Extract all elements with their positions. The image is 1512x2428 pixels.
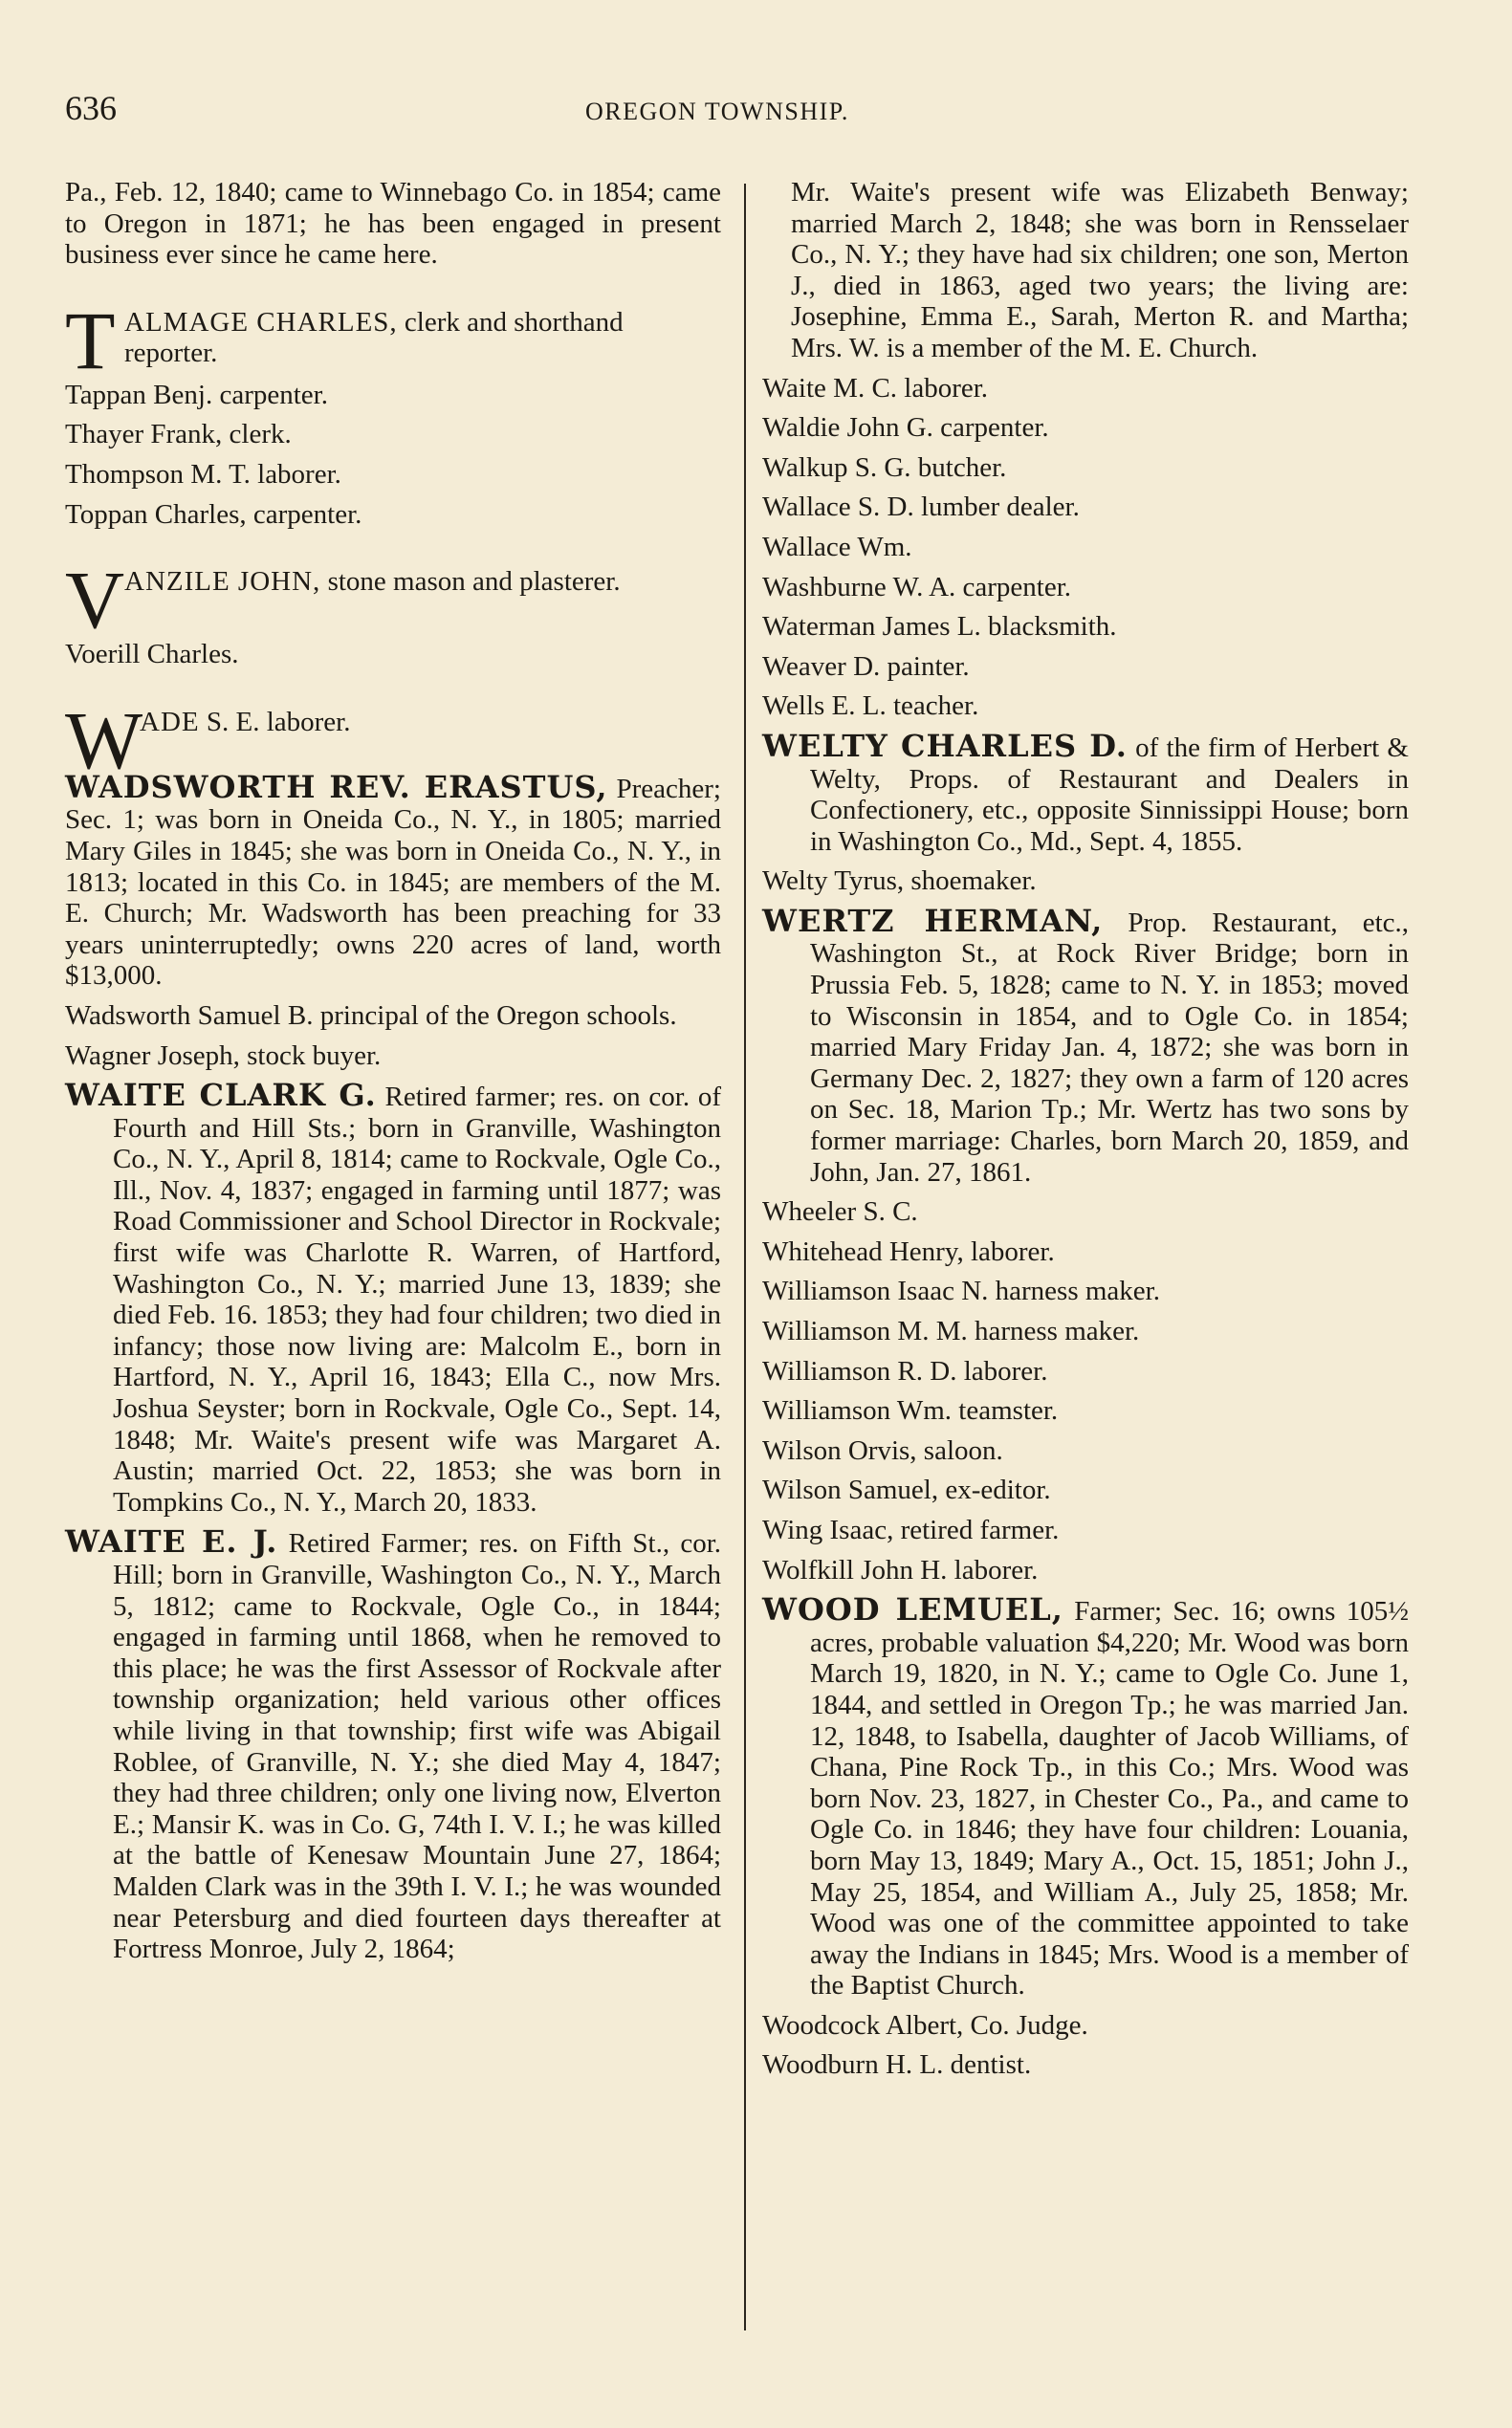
entry-text: Retired Farmer; res. on Fifth St., cor. Hill; born in Granville, Washington Co., N. Y., March 5, 1812; came to Rockvale, Ogle Co., in 1844; engaged in farming until 1868, when he removed to this place; he was the first Assessor of Rockvale after township organization; held various other offices while living in that township; first wife was Abigail Roblee, of Granville, N. Y.; she died May 4, 1847; they had three children; only one living now, Elverton E.; Mansir K. was in Co. G, 74th I. V. I.; he was killed at the battle of Kenesaw Mountain June 27, 1864; Malden Clark was in the 39th I. V. I.; he was wounded near Petersburg and died fourteen days thereafter at Fortress Monroe, July 2, 1864; xyxy=(113,1528,721,1965)
continuation-paragraph: Pa., Feb. 12, 1840; came to Winnebago Co. in 1854; came to Oregon in 1871; he has been engaged in present business ever since he came here. xyxy=(65,177,721,271)
entry-name: ANZILE JOHN, xyxy=(124,566,321,598)
drop-cap-letter: W xyxy=(65,693,143,786)
directory-entry: Wilson Orvis, saloon. xyxy=(762,1434,1003,1466)
biography-entry xyxy=(65,1523,721,1965)
column-rule xyxy=(744,184,746,2330)
directory-entry: Williamson M. M. harness maker. xyxy=(762,1316,1140,1346)
continuation-paragraph: Mr. Waite's present wife was Elizabeth Benway; married March 2, 1848; she was born in Rensselaer Co., N. Y.; they have had six children; one son, Merton J., died in 1863, aged two years; the living are: Josephine, Emma E., Sarah, Merton R. and Martha; Mrs. W. is a member of the M. E. Church. xyxy=(791,177,1409,363)
directory-entry: Weaver D. painter. xyxy=(762,650,970,682)
entry-text: clerk and shorthand reporter. xyxy=(124,306,624,369)
directory-entry: Thayer Frank, clerk. xyxy=(65,419,292,450)
directory-entry: Wolfkill John H. laborer. xyxy=(762,1554,1039,1586)
directory-entry: Wallace S. D. lumber dealer. xyxy=(762,492,1080,523)
directory-entry: Walkup S. G. butcher. xyxy=(762,451,1007,483)
t-section-first-entry xyxy=(65,294,721,386)
directory-entry: Wagner Joseph, stock buyer. xyxy=(65,1039,382,1071)
directory-entry: Welty Tyrus, shoemaker. xyxy=(762,865,1037,897)
directory-entry: Wadsworth Samuel B. principal of the Oregon schools. xyxy=(65,999,677,1031)
directory-entry: Whitehead Henry, laborer. xyxy=(762,1236,1055,1267)
directory-entry: Woodburn H. L. dentist. xyxy=(762,2049,1032,2081)
directory-entry: Wells E. L. teacher. xyxy=(762,690,979,722)
entry-name: WOOD LEMUEL, xyxy=(762,1591,1063,1629)
running-head: OREGON TOWNSHIP. xyxy=(585,98,849,125)
page-number: 636 xyxy=(65,89,117,127)
entry-text: Prop. Restaurant, etc., Washington St., at Rock River Bridge; born in Prussia Feb. 5, 1828; came to N. Y. in 1853; moved to Wisconsin in 1854, and to Ogle Co. in 1854; married Mary Friday Jan. 4, 1872; she was born in Germany Dec. 2, 1827; they own a farm of 120 acres on Sec. 18, Marion Tp.; Mr. Wertz has two sons by former marriage: Charles, born March 20, 1859, and John, Jan. 27, 1861. xyxy=(810,907,1409,1188)
directory-entry: Thompson M. T. laborer. xyxy=(65,458,341,490)
biography-entry xyxy=(762,1591,1409,2001)
directory-entry: Waterman James L. blacksmith. xyxy=(762,611,1117,643)
entry-text: of the firm of Herbert & Welty, Props. of Restaurant and Dealers in Confectionery, etc., opposite Sinnissippi House; born in Washington Co., Md., Sept. 4, 1855. xyxy=(810,732,1409,857)
entry-text: stone mason and plasterer. xyxy=(320,566,621,598)
entry-name: WAITE E. J. xyxy=(65,1523,278,1561)
directory-entry: Williamson R. D. laborer. xyxy=(762,1355,1048,1387)
drop-cap-letter: T xyxy=(65,294,116,386)
entry-name: WADSWORTH REV. ERASTUS, xyxy=(65,768,608,805)
left-column xyxy=(65,177,721,1974)
directory-entry: Wing Isaac, retired farmer. xyxy=(762,1514,1060,1545)
directory-entry: Washburne W. A. carpenter. xyxy=(762,571,1072,602)
directory-entry: Wallace Wm. xyxy=(762,531,912,562)
drop-cap-letter: V xyxy=(65,554,125,646)
directory-entry: Waite M. C. laborer. xyxy=(762,372,989,404)
directory-entry: Waldie John G. carpenter. xyxy=(762,412,1049,444)
directory-entry: Wheeler S. C. xyxy=(762,1196,918,1228)
right-column xyxy=(762,177,1409,2089)
biography-entry xyxy=(762,727,1409,857)
biography-entry xyxy=(65,768,721,992)
entry-text: Retired farmer; res. on cor. of Fourth and Hill Sts.; born in Granville, Washington Co., N. Y., April 8, 1814; came to Rockvale, Ogle Co., Ill., Nov. 4, 1837; engaged in farming until 1877; was Road Commissioner and School Director in Rockvale; first wife was Charlotte R. Warren, of Hartford, Washington Co., N. Y.; married June 13, 1839; she died Feb. 16. 1853; they had four children; two died in infancy; those now living are: Malcolm E., born in Hartford, N. Y., April 16, 1843; Ella C., now Mrs. Joshua Seyster; born in Rockvale, Ogle Co., Sept. 14, 1848; Mr. Waite's present wife was Margaret A. Austin; married Oct. 22, 1853; she was born in Tompkins Co., N. Y., March 20, 1833. xyxy=(113,1082,722,1518)
directory-entry: Tappan Benj. carpenter. xyxy=(65,379,328,410)
entry-name: WELTY CHARLES D. xyxy=(762,727,1128,764)
entry-name: ALMAGE CHARLES, xyxy=(124,306,398,338)
directory-entry: Williamson Wm. teamster. xyxy=(762,1395,1059,1427)
entry-text: S. E. laborer. xyxy=(199,706,351,737)
entry-name: WAITE CLARK G. xyxy=(65,1077,377,1114)
v-section-first-entry xyxy=(65,554,721,646)
w-section-first-entry xyxy=(65,693,721,786)
directory-entry: Woodcock Albert, Co. Judge. xyxy=(762,2009,1088,2041)
entry-text: Farmer; Sec. 16; owns 105½ acres, probable valuation $4,220; Mr. Wood was born March 19, 1820, in N. Y.; came to Ogle Co. June 1, 1844, and settled in Oregon Tp.; he was married Jan. 12, 1848, to Isabella, daughter of Jacob Williams, of Chana, Pine Rock Tp., in this Co.; Mrs. Wood was born Nov. 23, 1827, in Chester Co., Pa., and came to Ogle Co. in 1846; they have four children: Louania, born May 13, 1849; Mary A., Oct. 15, 1851; John J., May 25, 1854, and William A., July 25, 1858; Mr. Wood was one of the committee appointed to take away the Indians in 1845; Mrs. Wood is a member of the Baptist Church. xyxy=(810,1596,1409,2001)
directory-entry: Williamson Isaac N. harness maker. xyxy=(762,1276,1160,1307)
entry-name: ADE xyxy=(140,706,200,737)
entry-text: Preacher; Sec. 1; was born in Oneida Co., N. Y., in 1805; married Mary Giles in 1845; she was born in Oneida Co., N. Y., in 1813; located in this Co. in 1845; are members of the M. E. Church; Mr. Wadsworth has been preaching for 33 years uninterruptedly; owns 220 acres of land, worth $13,000. xyxy=(65,773,721,992)
directory-entry: Wilson Samuel, ex-editor. xyxy=(762,1475,1051,1506)
directory-entry: Toppan Charles, carpenter. xyxy=(65,498,362,530)
entry-name: WERTZ HERMAN, xyxy=(762,902,1104,939)
biography-entry xyxy=(65,1077,722,1518)
biography-entry xyxy=(762,902,1409,1188)
directory-entry: Voerill Charles. xyxy=(65,639,239,670)
